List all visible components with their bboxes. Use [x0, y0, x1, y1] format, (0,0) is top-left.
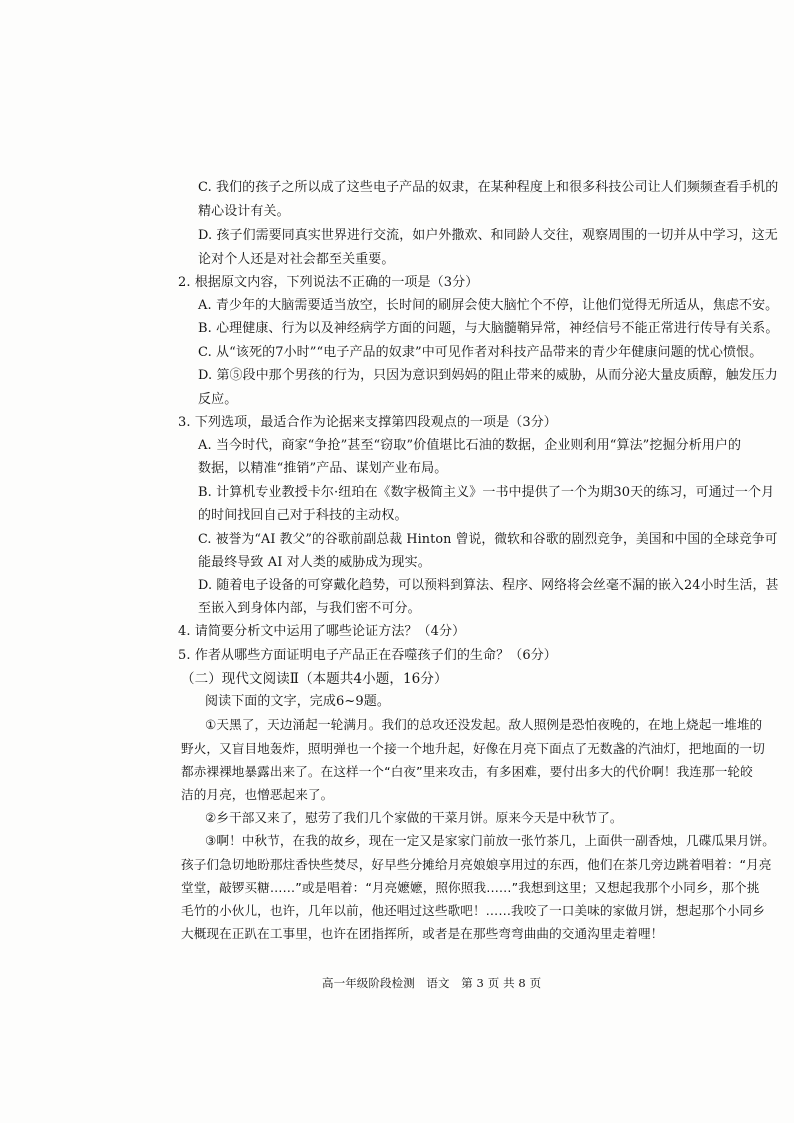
passage-p3-line4: 毛竹的小伙儿，也许，几年以前，他还唱过这些歌吧！……我咬了一口美味的家做月饼，想起那个小同乡 — [181, 903, 765, 918]
reading-instruction: 阅读下面的文字，完成6~9题。 — [205, 694, 390, 709]
option-1c-line2: 精心设计有关。 — [198, 204, 290, 219]
question-4: 4. 请简要分析文中运用了哪些论证方法？（4分） — [178, 624, 466, 639]
question-5: 5. 作者从哪些方面证明电子产品正在吞噬孩子们的生命？（6分） — [178, 648, 557, 663]
option-3b-line2: 的时间找回自己对于科技的主动权。 — [198, 508, 408, 523]
option-3b-line1: B. 计算机专业教授卡尔·纽珀在《数字极简主义》一书中提供了一个为期30天的练习，可通过一个月 — [198, 485, 775, 500]
option-3a-line2: 数据，以精准“推销”产品、谋划产业布局。 — [198, 461, 448, 476]
option-3c-line1: C. 被誉为“AI 教父”的谷歌前副总裁 Hinton 曾说，微软和谷歌的剧烈竞争，美国和中国的全球竞争可 — [198, 532, 778, 547]
option-1d-line1: D. 孩子们需要同真实世界进行交流，如户外撒欢、和同龄人交往，观察周围的一切并从中学习，这无 — [198, 228, 778, 243]
passage-p3-line3: 堂堂，敲锣买糖……”或是唱着：“月亮嬷嬷，照你照我……”我想到这里；又想起我那个小同乡，那个挑 — [181, 880, 760, 895]
question-2: 2. 根据原文内容，下列说法不正确的一项是（3分） — [178, 275, 479, 290]
passage-p1-line3: 都赤裸裸地暴露出来了。在这样一个“白夜”里来攻击，有多困难，要付出多大的代价啊！我连那一轮皎 — [181, 764, 753, 779]
option-1d-line2: 论对个人还是对社会都至关重要。 — [198, 252, 395, 267]
passage-p3-line2: 孩子们急切地盼那炷香快些焚尽，好早些分摊给月亮娘娘享用过的东西，他们在茶几旁边跳着唱着：“月亮 — [181, 857, 772, 872]
passage-p1-line4: 洁的月亮，也憎恶起来了。 — [181, 787, 334, 802]
option-1c-line1: C. 我们的孩子之所以成了这些电子产品的奴隶，在某种程度上和很多科技公司让人们频频查看手机的 — [198, 180, 779, 195]
passage-p2: ②乡干部又来了，慰劳了我们几个家做的干菜月饼。原来今天是中秋节了。 — [205, 810, 623, 825]
option-2c: C. 从“该死的7小时”“电子产品的奴隶”中可见作者对科技产品带来的青少年健康问题的忧心愤恨。 — [198, 345, 763, 360]
option-3d-line1: D. 随着电子设备的可穿戴化趋势，可以预料到算法、程序、网络将会丝毫不漏的嵌入24小时生活，甚 — [198, 578, 779, 593]
page-footer: 高一年级阶段检测 语文 第 3 页 共 8 页 — [322, 976, 542, 990]
passage-p3-line1: ③啊！中秋节，在我的故乡，现在一定又是家家门前放一张竹茶几，上面供一副香烛，几碟瓜果月饼。 — [205, 833, 775, 848]
option-2a: A. 青少年的大脑需要适当放空，长时间的刷屏会使大脑忙个不停，让他们觉得无所适从，焦虑不安。 — [198, 298, 779, 313]
option-3c-line2: 能最终导致 AI 对人类的威胁成为现实。 — [198, 555, 431, 570]
option-3a-line1: A. 当今时代，商家“争抢”甚至“窃取”价值堪比石油的数据，企业则利用“算法”挖掘分析用户的 — [198, 438, 742, 453]
passage-p3-line5: 大概现在正趴在工事里，也许在团指挥所，或者是在那些弯弯曲曲的交通沟里走着哩！ — [181, 926, 664, 941]
option-3d-line2: 至嵌入到身体内部，与我们密不可分。 — [198, 601, 421, 616]
option-2d-line1: D. 第⑤段中那个男孩的行为，只因为意识到妈妈的阻止带来的威胁，从而分泌大量皮质醇，触发压力 — [198, 368, 778, 383]
passage-p1-line1: ①天黑了，天边涌起一轮满月。我们的总攻还没发起。敌人照例是恐怕夜晚的，在地上烧起一堆堆的 — [205, 717, 763, 732]
option-2d-line2: 反应。 — [198, 392, 238, 407]
passage-p1-line2: 野火，又盲目地轰炸，照明弹也一个接一个地升起，好像在月亮下面点了无数盏的汽油灯，把地面的一切 — [181, 741, 765, 756]
section-heading: （二）现代文阅读Ⅱ（本题共4小题，16分） — [181, 671, 448, 687]
option-2b: B. 心理健康、行为以及神经病学方面的问题，与大脑髓鞘异常，神经信号不能正常进行传导有关系。 — [198, 321, 779, 336]
question-3: 3. 下列选项，最适合作为论据来支撑第四段观点的一项是（3分） — [178, 415, 557, 430]
